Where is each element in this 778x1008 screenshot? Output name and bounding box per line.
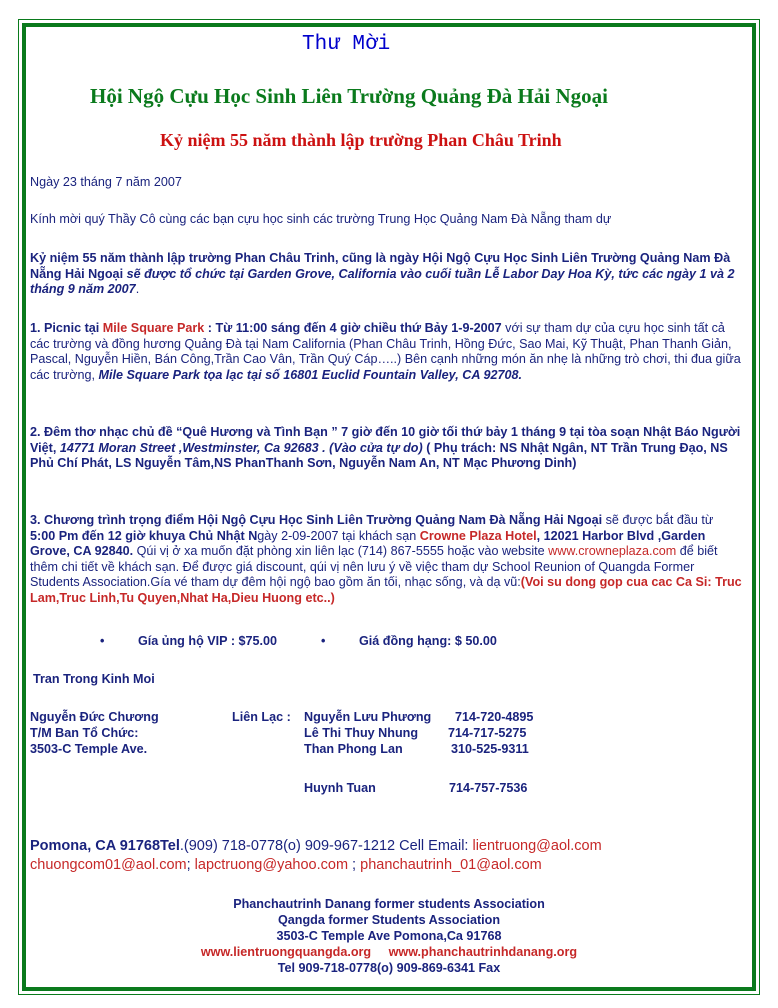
intro-end: . [135,282,140,297]
email-link[interactable]: phanchautrinh_01@aol.com [360,857,542,873]
contact-name: Than Phong Lan [304,742,403,756]
contact-phone: 714-717-5275 [448,726,527,740]
program-booking: Qúi vị ở xa muốn đặt phòng xin liên lạc (714) 867-5555 hoặc vào website [133,544,549,559]
contact-line-2 [30,856,542,875]
website-link[interactable]: www.lientruongquangda.org [200,945,372,959]
contact-phone: 310-525-9311 [451,742,529,756]
bullet-icon: • [321,634,326,648]
item-main-program [30,513,742,607]
contact-label: Liên Lạc : [232,710,291,724]
program-start: sẽ được bắt đầu từ [602,513,714,527]
program-hotel-address: , 12021 Harbor Blvd ,Garden Grove, CA 92840. [30,528,706,559]
hotel-website-link[interactable]: www.crowneplaza.com [548,544,677,559]
contact-name: Lê Thi Thuy Nhung [304,726,419,740]
program-date: gày 2-09-2007 [257,528,339,543]
closing-line: Tran Trong Kinh Moi [33,672,155,686]
contact-line-1 [30,837,602,856]
email-separator: ; [348,857,361,873]
program-time: 5:00 Pm đến 12 giờ khuya Chủ Nhật N [30,528,258,543]
price-vip: Gía ủng hộ VIP : $75.00 [138,634,278,648]
poetry-hosts: ( Phụ trách: NS Nhật Ngân, NT Trần Trung Đạo, NS Phủ Chí Phát, LS Nguyễn Tâm,NS PhanThanh Sơn, Nguyễn Nam An, NT Mạc Phương Dinh) [30,440,728,471]
picnic-label: 1. Picnic tại [30,321,103,335]
invite-line: Kính mời quý Thầy Cô cùng các bạn cựu học sinh các trường Trung Học Quảng Nam Đà Nẵng tham dự [30,212,612,226]
picnic-address: Mile Square Park tọa lạc tại số 16801 Euclid Fountain Valley, CA 92708. [98,367,522,382]
program-title: 3. Chương trình trọng điểm Hội Ngộ Cựu Học Sinh Liên Trường Quảng Nam Đà Nẵng Hải Ngoại [30,513,603,527]
contact-phones: .(909) 718-0778(o) 909-967-1212 Cell Email: [179,838,473,854]
item-picnic [30,321,742,383]
footer-association: Phanchautrinh Danang former students Association [233,897,545,911]
date-line: Ngày 23 tháng 7 năm 2007 [30,175,182,189]
contact-phone: 714-720-4895 [455,710,534,724]
item-poetry-night [30,425,742,472]
email-link[interactable]: chuongcom01@aol.com [30,857,187,873]
organizer-role: T/M Ban Tổ Chức: [30,726,139,740]
picnic-venue: Mile Square Park [102,321,205,335]
event-heading: Hội Ngộ Cựu Học Sinh Liên Trường Quảng Đà Hải Ngoại [90,84,608,108]
organizer-name: Nguyễn Đức Chương [30,710,159,724]
email-link[interactable]: lapctruong@yahoo.com [194,857,349,873]
intro-italic: sẽ được tổ chức tại Garden Grove, California vào cuối tuần Lễ Labor Day Hoa Kỳ, tức các ngày 1 và 2 tháng 9 năm 2007 [30,266,735,297]
bullet-icon: • [100,634,105,648]
intro-bold: Kỷ niệm 55 năm thành lập trường Phan Châu Trinh, cũng là ngày Hội Ngộ Cựu Học Sinh Liên Trường Quảng Nam Đà Nẵng Hải Ngoại [30,251,731,281]
email-separator: ; [186,857,195,873]
footer-websites [0,945,778,959]
footer-phone: Tel 909-718-0778(o) 909-869-6341 Fax [277,961,501,975]
program-hotel: Crowne Plaza Hotel [419,528,537,543]
invitation-title: Thư Mời [302,33,391,56]
website-link[interactable]: www.phanchautrinhdanang.org [388,945,578,959]
footer-association-2: Qangda former Students Association [277,913,501,927]
picnic-details: với sự tham dự của cựu học sinh tất cả các trường và đồng hương Quảng Đà tại Nam California (Phan Châu Trinh, Hồng Đức, Sao Mai, Kỹ Thuật, Phan Thanh Giản, Pascal, Nguyễn Hiền, Bán Công,Trần Cao Vân, Trần Quý Cáp…..) Bên cạnh những món ăn nhẹ là những trò chơi, thi đua giữa các trường, [30,321,741,382]
program-hotel-prefix: tại khách sạn [338,528,420,543]
footer-address: 3503-C Temple Ave Pomona,Ca 91768 [276,929,502,943]
email-link[interactable]: lientruong@aol.com [472,838,602,854]
program-singers: (Voi su dong gop cua cac Ca Si: Truc Lam,Truc Linh,Tu Quyen,Nhat Ha,Dieu Huong etc..) [30,575,742,605]
contact-city: Pomona, CA 91768Tel [30,838,180,854]
anniversary-heading: Kỷ niệm 55 năm thành lập trường Phan Châu Trinh [160,130,562,150]
price-standard: Giá đồng hạng: $ 50.00 [359,634,497,648]
contact-phone: 714-757-7536 [449,781,528,795]
contact-name: Huynh Tuan [304,781,376,795]
picnic-time: : Từ 11:00 sáng đến 4 giờ chiều thứ Bảy 1-9-2007 [204,321,502,335]
poetry-title: 2. Đêm thơ nhạc chủ đề “Quê Hương và Tình Bạn ” 7 giờ đến 10 giờ tối thứ bảy 1 tháng 9 tại tòa soạn Nhật Báo Người Việt, [30,425,741,455]
program-details: để biết thêm chi tiết về khách sạn. Để được giá discount, qúi vị nên lưu ý về việc tham dự School Reunion of Quangda Former Students Association.Gía vé tham dự đêm hội ngộ bao gồm ăn tối, nhạc sống, và dạ vũ: [30,544,718,590]
poetry-address: 14771 Moran Street ,Westminster, Ca 92683 . (Vào cửa tự do) [56,440,423,455]
intro-paragraph [30,251,742,298]
organizer-address: 3503-C Temple Ave. [30,742,148,756]
contact-name: Nguyễn Lưu Phương [304,710,432,724]
